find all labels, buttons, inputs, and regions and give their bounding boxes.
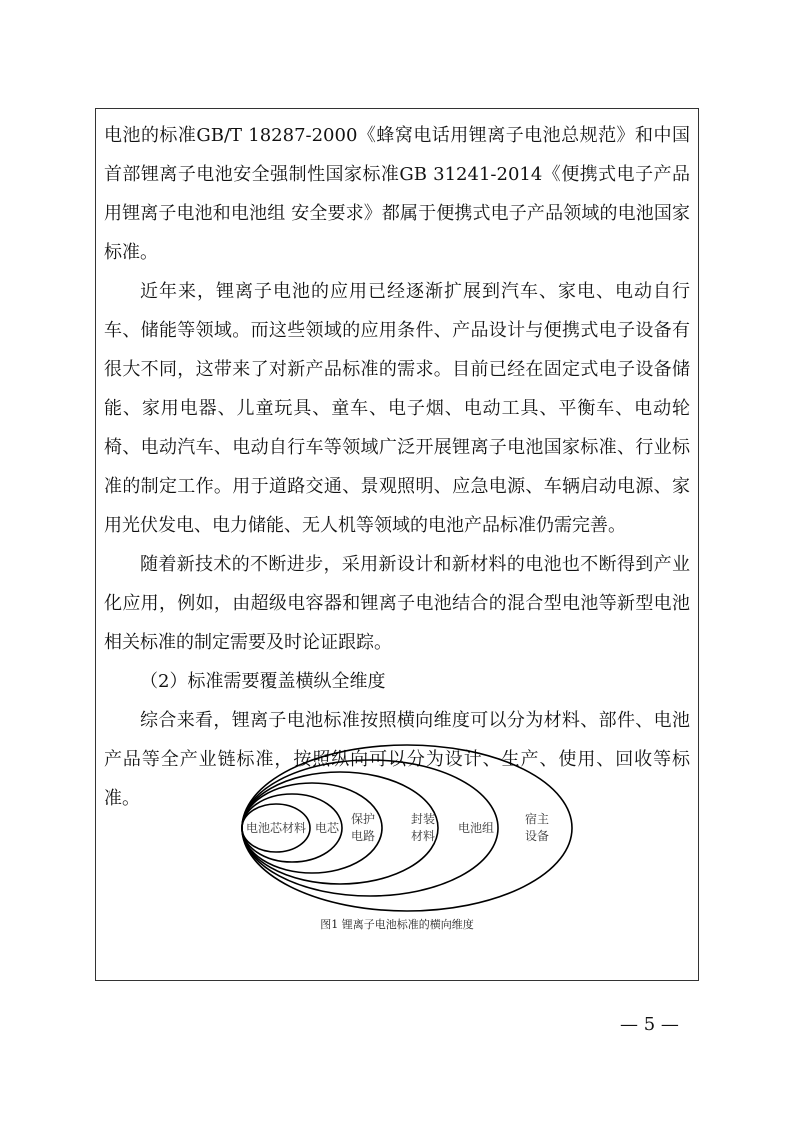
paragraph-4: 综合来看，锂离子电池标准按照横向维度可以分为材料、部件、电池产品等全产业链标准，按照纵向可以分为设计、生产、使用、回收等标准。 [104, 710, 690, 809]
label-protection-line2: 电路 [350, 829, 376, 843]
label-package-line2: 材料 [410, 829, 436, 843]
paragraph-2: 近年来，锂离子电池的应用已经逐渐扩展到汽车、家电、电动自行车、储能等领域。而这些领域的应用条件、产品设计与便携式电子设备有很大不同，这带来了对新产品标准的需求。目前已经在固定式电子设备储能、家用电器、儿童玩具、童车、电子烟、电动工具、平衡车、电动轮椅、电动汽车、电动自行车等领域广泛开展锂离子电池国家标准、行业标准的制定工作。用于道路交通、景观照明、应急电源、车辆启动电源、家用光伏发电、电力储能、无人机等领域的电池产品标准仍需完善。 [104, 281, 690, 536]
label-host-line2: 设备 [524, 829, 550, 843]
paragraph-1: 电池的标准GB/T 18287-2000《蜂窝电话用锂离子电池总规范》和中国首部锂离子电池安全强制性国家标准GB 31241-2014《便携式电子产品用锂离子电池和电池组 安全要求》都属于便携式电子产品领域的电池国家标准。 [104, 125, 690, 263]
label-battery-pack: 电池组 [457, 821, 495, 835]
label-protection-line1: 保护 [350, 812, 376, 826]
nested-ellipse-diagram [240, 742, 574, 912]
label-host-line1: 宿主 [524, 812, 550, 826]
label-cell-material: 电池芯材料 [245, 821, 307, 835]
label-package-line1: 封装 [410, 812, 436, 826]
paragraph-3: 随着新技术的不断进步，采用新设计和新材料的电池也不断得到产业化应用，例如，由超级电容器和锂离子电池结合的混合型电池等新型电池相关标准的制定需要及时论证跟踪。 [104, 554, 690, 653]
body-text [104, 116, 690, 818]
figure-caption: 图1 锂离子电池标准的横向维度 [320, 918, 474, 931]
label-cell: 电芯 [314, 821, 340, 835]
section-heading: （2）标准需要覆盖横纵全维度 [140, 671, 386, 692]
page-number: — 5 — [620, 1014, 679, 1035]
